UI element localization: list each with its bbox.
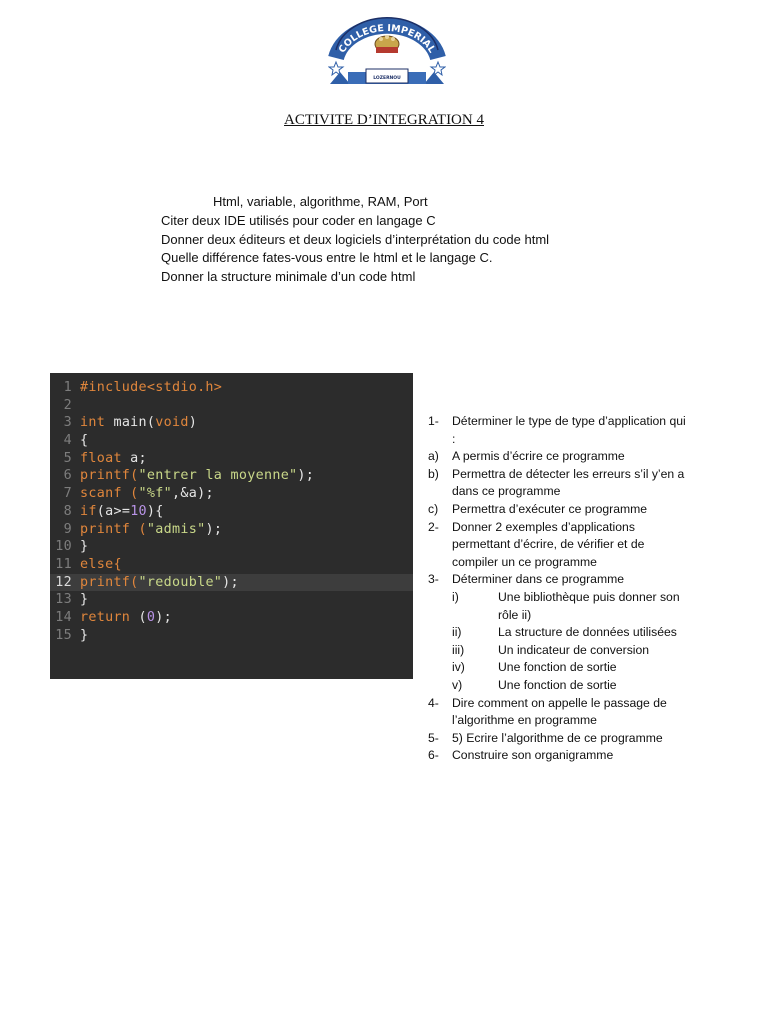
question-item: 3- Déterminer dans ce programme — [428, 572, 625, 587]
page-title: ACTIVITE D’INTEGRATION 4 — [284, 112, 484, 128]
question-item: 5- 5) Ecrire l’algorithme de ce programme — [428, 730, 663, 745]
code-line: 6 printf("entrer la moyenne"); — [63, 468, 315, 484]
code-line: 5 float a; — [63, 450, 147, 466]
question-item: b) Permettra de détecter les erreurs s’il y’en a dans ce programme — [428, 466, 685, 499]
question-subitem: iv) Une fonction de sortie — [452, 660, 617, 675]
question-subitem: ii) La structure de données utilisées — [452, 625, 677, 640]
question-item: a) A permis d’écrire ce programme — [428, 449, 625, 464]
code-line: 15 } — [55, 627, 89, 643]
logo-text: COLLEGE IMPERIAL — [336, 23, 438, 56]
code-line: 13 } — [55, 592, 89, 608]
question-item: 6- Construire son organigramme — [428, 748, 614, 763]
question-subitem: i) Une bibliothèque puis donner son rôle ii) — [452, 589, 680, 622]
intro-list — [161, 193, 549, 287]
question-subitem: v) Une fonction de sortie — [452, 677, 617, 692]
school-logo — [328, 14, 446, 90]
question-item: 2- Donner 2 exemples d’applications permettant d’écrire, de vérifier et de compiler un ce programme — [428, 519, 645, 569]
code-line: 2 — [63, 397, 72, 413]
question-item: 4- Dire comment on appelle le passage de l’algorithme en programme — [428, 695, 667, 728]
code-line: 7 scanf ("%f",&a); — [63, 486, 214, 502]
code-line: 3 int main(void) — [63, 415, 198, 431]
code-line: 14 return (0); — [55, 609, 173, 625]
question-item: 1- Déterminer le type de type d’application qui : — [428, 414, 686, 446]
code-line: 4 { — [63, 433, 89, 449]
intro-line: Quelle différence fates-vous entre le html et le langage C. — [161, 250, 493, 266]
code-line-highlighted: 12 printf("redouble"); — [50, 574, 413, 592]
code-line: 11 else{ — [55, 556, 122, 572]
intro-line: Html, variable, algorithme, RAM, Port — [213, 194, 428, 209]
code-line: 8 if(a>=10){ — [63, 503, 164, 519]
questions-list — [428, 413, 688, 765]
logo-banner: LOZERNOU — [373, 76, 401, 81]
code-line: 1 #include<stdio.h> — [63, 380, 223, 395]
code-line: 10 } — [55, 539, 89, 555]
intro-line: Donner deux éditeurs et deux logiciels d’interprétation du code html — [161, 231, 550, 247]
intro-line: Citer deux IDE utilisés pour coder en langage C — [161, 212, 436, 228]
question-item: c) Permettra d’exécuter ce programme — [428, 501, 648, 516]
code-line: 9 printf ("admis"); — [63, 521, 223, 537]
question-subitem: iii) Un indicateur de conversion — [452, 642, 650, 657]
intro-line: Donner la structure minimale d’un code html — [161, 269, 416, 285]
code-editor-image — [50, 373, 413, 679]
